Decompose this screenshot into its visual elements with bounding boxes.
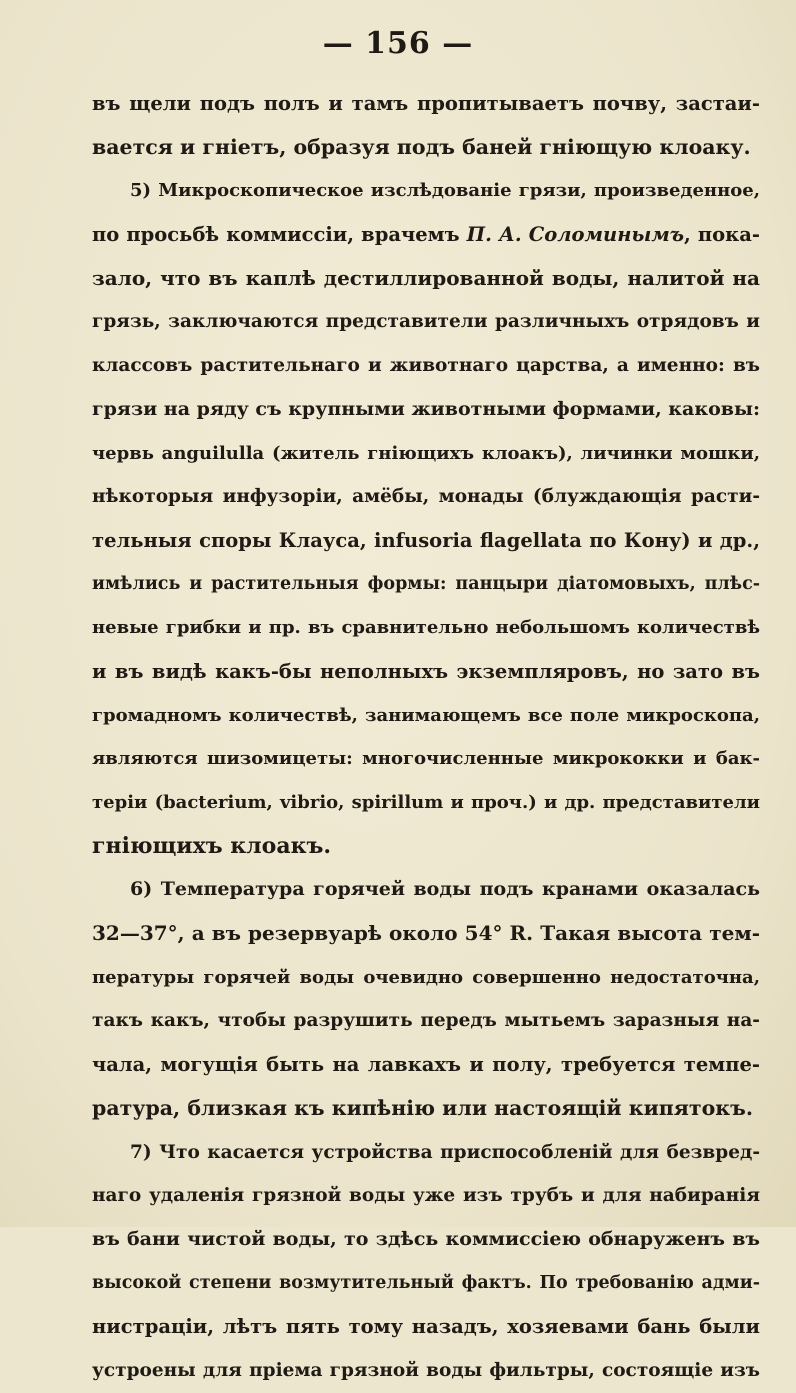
text-line: пературы горячей воды очевидно совершенно недостаточна, [92,966,760,988]
paragraph-5-start: 5) Микроскопическое изслѣдованіе грязи, произведенное, [130,180,760,202]
text-line: теріи (bacterium, vibrio, spirillum и проч.) и др. представители [92,792,760,813]
paragraph-7-start: 7) Что касается устройства приспособленій для безвред- [130,1141,760,1163]
paragraph-6-start: 6) Температура горячей воды подъ кранами оказалась [130,878,760,901]
text-line: гніющихъ клоакъ. [92,832,332,859]
text-line: въ щели подъ полъ и тамъ пропитываетъ почву, застаи- [92,92,760,115]
text-line: классовъ растительнаго и животнаго царства, а именно: въ [92,355,760,377]
text-line: чала, могущія быть на лавкахъ и полу, требуется темпе- [92,1053,760,1077]
text-segment: , пока- [684,223,760,247]
text-line: тельныя споры Клауса, infusoria flagellata по Кону) и др., [92,528,760,552]
text-line: громадномъ количествѣ, занимающемъ все поле микроскопа, [92,704,760,726]
text-line: 32—37°, а въ резервуарѣ около 54° R. Такая высота тем- [92,921,760,946]
text-line: и въ видѣ какъ-бы неполныхъ экземпляровъ, но зато въ [92,659,760,683]
text-line: въ бани чистой воды, то здѣсь коммиссіею обнаруженъ въ [92,1227,760,1250]
text-line: зало, что въ каплѣ дестиллированной воды, налитой на [92,265,760,290]
text-line: червь anguilulla (житель гніющихъ клоакъ), личинки мошки, [92,442,760,464]
page-body [92,82,760,1393]
text-line: вается и гніетъ, образуя подъ баней гніющую клоаку. [92,134,751,159]
text-line: такъ какъ, чтобы разрушить передъ мытьемъ заразныя на- [92,1010,760,1032]
text-line: высокой степени возмутительный фактъ. По требованію адми- [92,1272,760,1293]
doctor-name: П. А. Соломинымъ [466,223,685,247]
page-number: — 156 — [322,26,474,61]
text-line [92,213,760,257]
text-line: ратура, близкая къ кипѣнію или настоящій кипятокъ. [92,1095,753,1120]
text-segment: по просьбѣ коммиссіи, врачемъ [92,223,467,247]
text-line: нѣкоторыя инфузоріи, амёбы, монады (блуждающія расти- [92,486,760,508]
text-line: являются шизомицеты: многочисленные микрококки и бак- [92,748,760,770]
text-line: грязь, заключаются представители различныхъ отрядовъ и [92,311,760,333]
text-line: невые грибки и пр. въ сравнительно небольшомъ количествѣ [92,617,760,639]
text-line: устроены для пріема грязной воды фильтры, состоящіе изъ [92,1359,760,1381]
text-line: наго удаленія грязной воды уже изъ трубъ и для набиранія [92,1185,760,1207]
text-line: имѣлись и растительныя формы: панцыри діатомовыхъ, плѣс- [92,573,760,594]
text-line: нистраціи, лѣтъ пять тому назадъ, хозяевами бань были [92,1315,760,1339]
text-line: грязи на ряду съ крупными животными формами, каковы: [92,397,760,420]
